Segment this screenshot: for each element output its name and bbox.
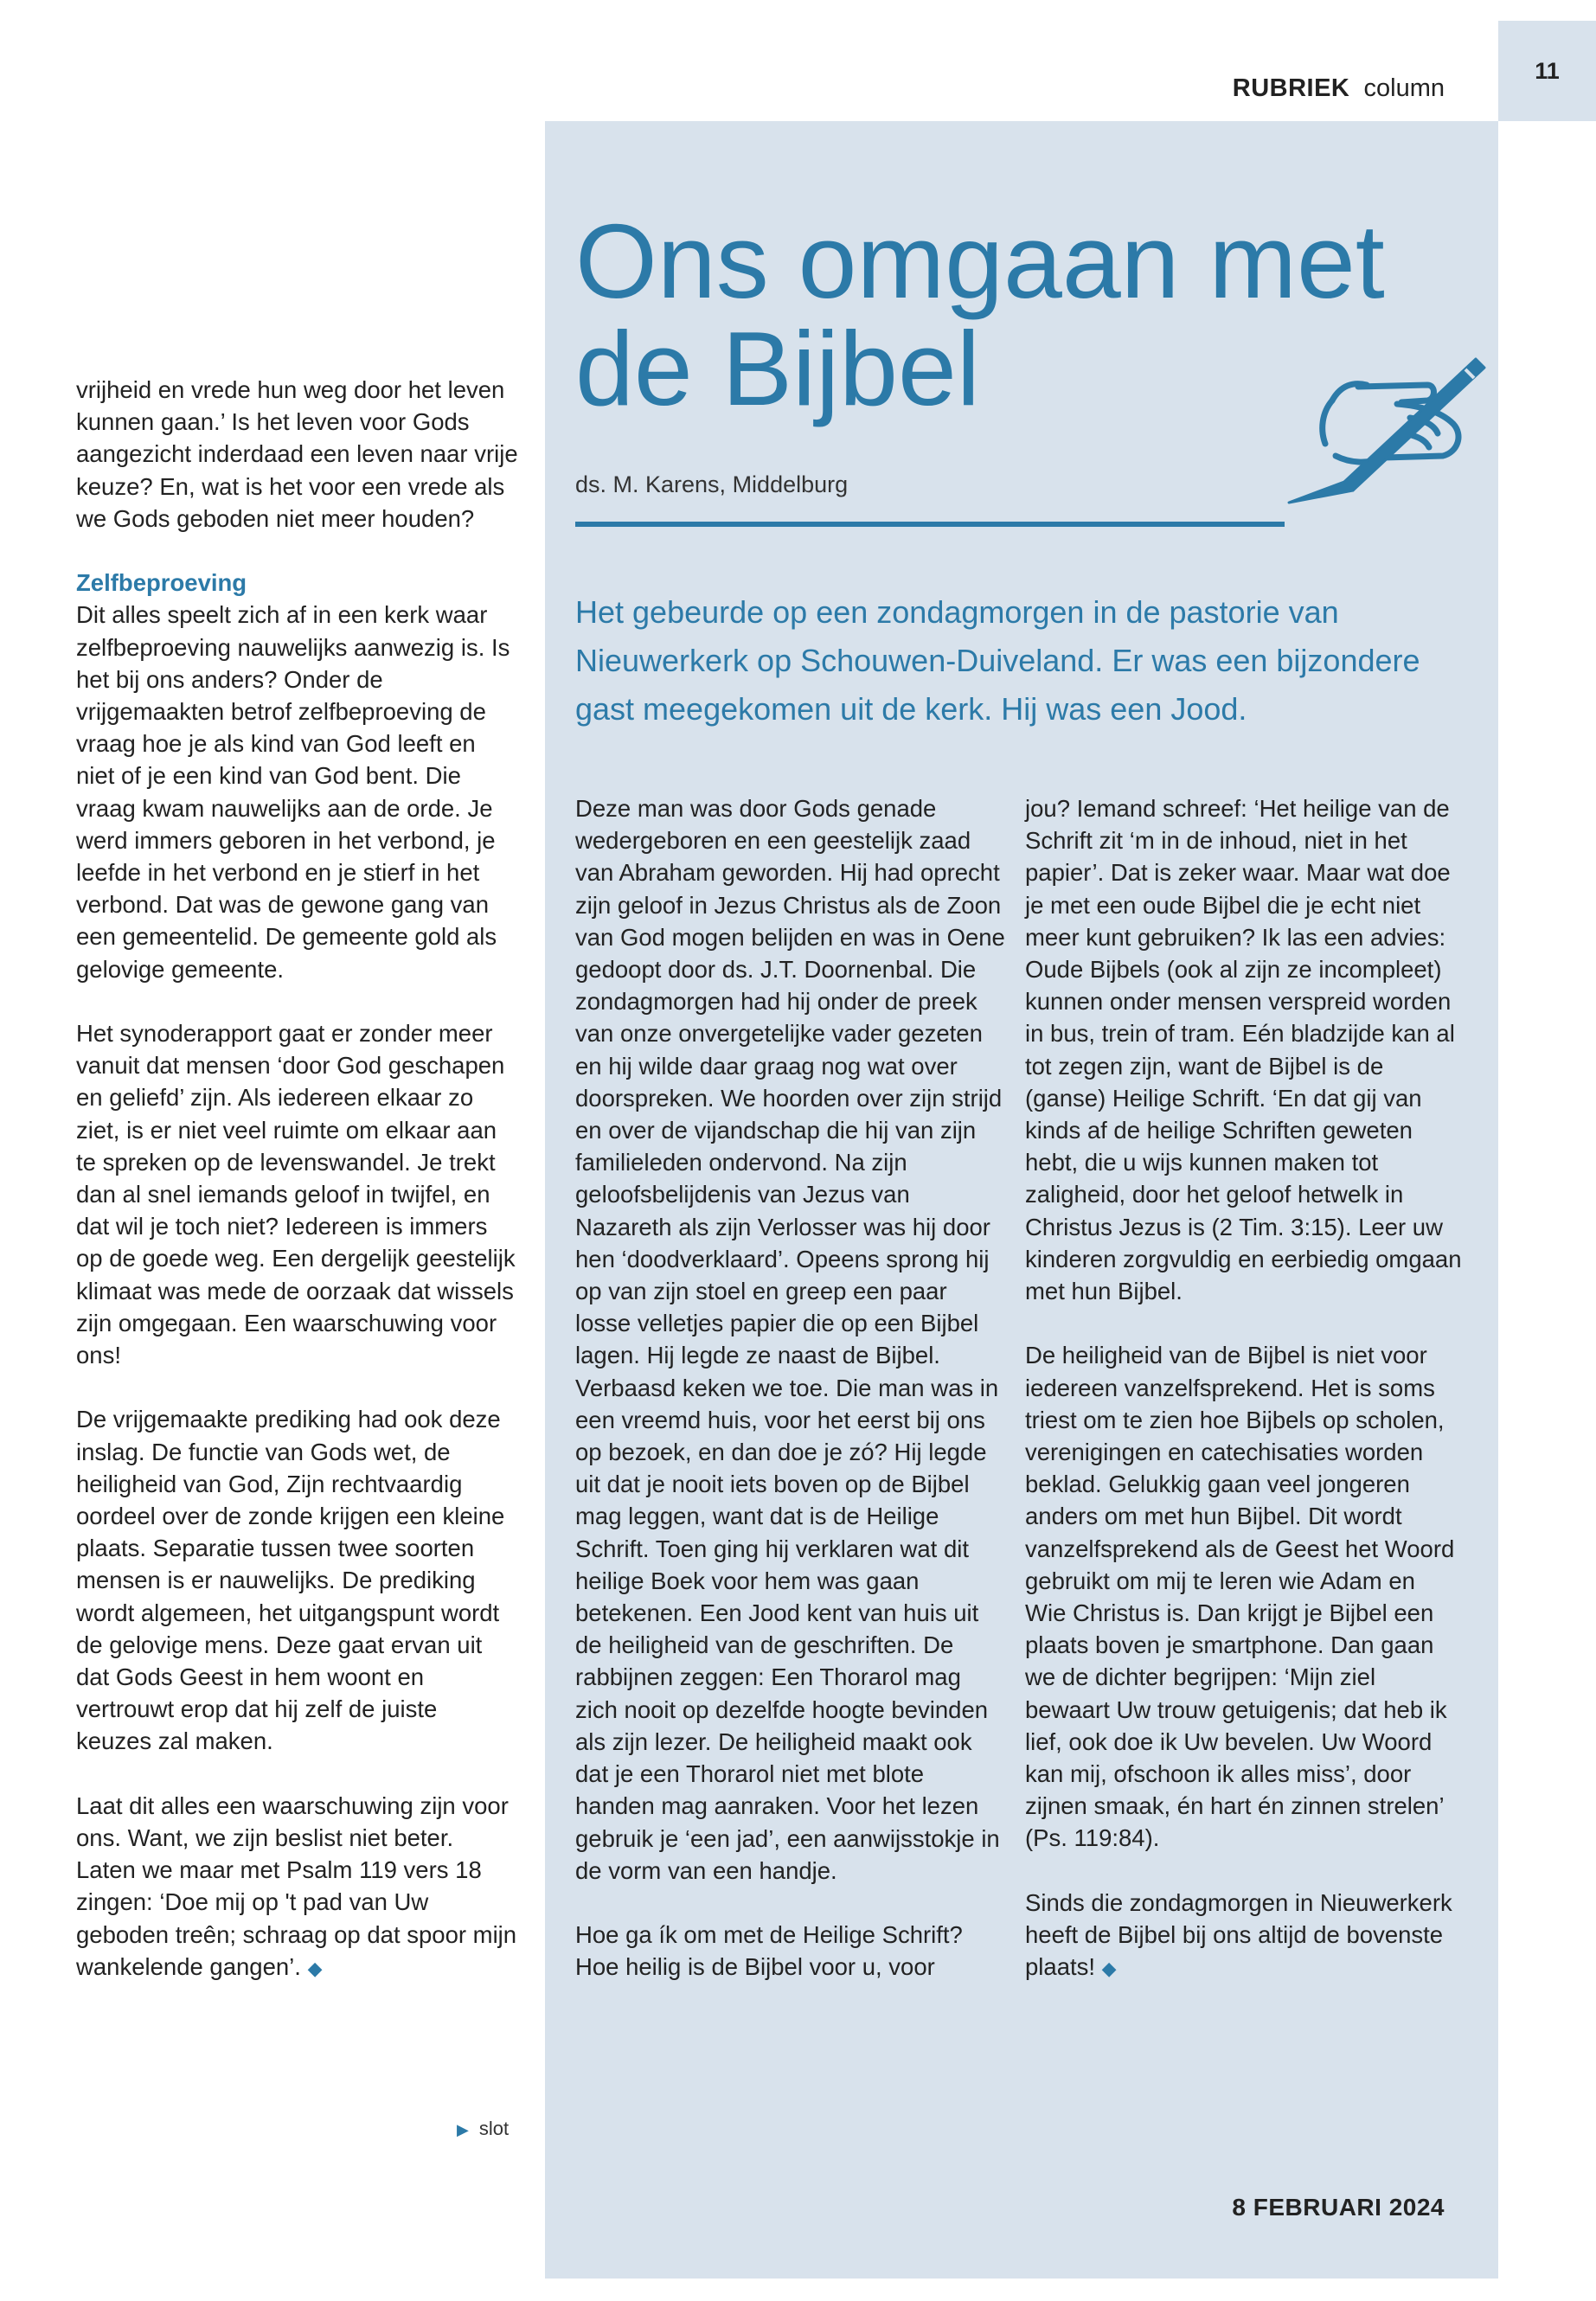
continuation-marker: [457, 2118, 509, 2140]
left-column: [76, 374, 519, 1984]
article-intro: Het gebeurde op een zondagmorgen in de pastorie van Nieuwerkerk op Schouwen-Duiveland. Er was een bijzondere gast meegekomen uit de kerk. Hij was een Jood.: [575, 594, 1420, 727]
page-number: 11: [1535, 57, 1560, 84]
left-paragraph-1: vrijheid en vrede hun weg door het leven kunnen gaan.’ Is het leven voor Gods aangezicht inderdaad een leven naar vrije keuze? En, wat is het voor een vrede als we Gods geboden niet meer houden?: [76, 376, 518, 532]
title-divider: [575, 522, 1285, 527]
left-paragraph-3: Het synoderapport gaat er zonder meer vanuit dat mensen ‘door God geschapen en geliefd’ zijn. Als iedereen elkaar zo ziet, is er niet veel ruimte om elkaar aan te spreken op de levenswandel. Je trekt dan al snel iemands geloof in twijfel, en dat wil je toch niet? Iedereen is immers op de goede weg. Een dergelijk geestelijk klimaat was mede de oorzaak dat wissels zijn omgegaan. Een waarschuwing voor ons!: [76, 1020, 516, 1369]
triangle-right-icon: ▶: [457, 2121, 469, 2138]
section-label: [1233, 74, 1445, 103]
right-paragraph-3-wrap: [1025, 1887, 1462, 1985]
right-paragraph-1: jou? Iemand schreef: ‘Het heilige van de Schrift zit ‘m in de inhoud, niet in het papier’. Dat is zeker waar. Maar wat doe je met een oude Bijbel die je echt niet meer kunt gebruiken? Ik las een advies: Oude Bijbels (ook al zijn ze incompleet) kunnen onder mensen verspreid worden in bus, trein of tram. Eén bladzijde kan al tot zegen zijn, want de Bijbel is de (ganse) Heilige Schrift. ‘En dat gij van kinds af de heilige Schriften geweten hebt, die u wijs kunnen maken tot zaligheid, door het geloof hetwelk in Christus Jezus is (2 Tim. 3:15). Leer uw kinderen zorgvuldig en eerbiedig omgaan met hun Bijbel.: [1025, 795, 1462, 1305]
right-column: [1025, 792, 1462, 1984]
left-paragraph-5: Laat dit alles een waarschuwing zijn voor ons. Want, we zijn beslist niet beter. Laten we maar met Psalm 119 vers 18 zingen: ‘Doe mij op 't pad van Uw geboden treên; schraag op dat spoor mijn wankelende gangen’.: [76, 1791, 517, 1980]
right-paragraph-3: Sinds die zondagmorgen in Nieuwerkerk heeft de Bijbel bij ons altijd de bovenste plaats!: [1025, 1888, 1452, 1981]
issue-date: 8 FEBRUARI 2024: [1232, 2194, 1445, 2221]
article-title: Ons omgaan met de Bijbel: [575, 202, 1385, 427]
section-label-light: column: [1363, 74, 1445, 102]
end-mark-icon: ◆: [1101, 1958, 1117, 1980]
middle-paragraph-1: Deze man was door Gods genade wedergeboren en een geestelijk zaad van Abraham geworden. Hij had oprecht zijn geloof in Jezus Christus als de Zoon van God mogen belijden en was in Oene gedoopt door ds. J.T. Doornenbal. Die zondagmorgen had hij onder de preek van onze onvergetelijke vader gezeten en hij wilde daar graag nog wat over doorspreken. We hoorden over zijn strijd en over de vijandschap die hij van zijn familieleden ondervond. Na zijn geloofsbelijdenis van Jezus van Nazareth als zijn Verlosser was hij door hen ‘doodverklaard’. Opeens sprong hij op van zijn stoel en greep een paar losse velletjes papier die op een Bijbel lagen. Hij legde ze naast de Bijbel. Verbaasd keken we toe. Die man was in een vreemd huis, voor het eerst bij ons op bezoek, en dan doe je zó? Hij legde uit dat je nooit iets boven op de Bijbel mag leggen, want dat is de Heilige Schrift. Toen ging hij verklaren wat dit heilige Boek voor hem was gaan betekenen. Een Jood kent van huis uit de heiligheid van de geschriften. De rabbijnen zeggen: Een Thorarol mag zich nooit op dezelfde hoogte bevinden als zijn lezer. De heiligheid maakt ook dat je een Thorarol niet met blote handen mag aanraken. Voor het lezen gebruik je ‘een jad’, een aanwijsstokje in de vorm van een handje.: [575, 795, 1005, 1884]
middle-paragraph-2: Hoe ga ík om met de Heilige Schrift? Hoe heilig is de Bijbel voor u, voor: [575, 1921, 963, 1981]
subheading-zelfbeproeving: Zelfbeproeving: [76, 569, 247, 597]
article-author: ds. M. Karens, Middelburg: [575, 471, 849, 497]
continuation-label: slot: [478, 2118, 510, 2139]
section-label-bold: RUBRIEK: [1232, 74, 1350, 102]
middle-column: [575, 792, 1008, 1984]
writing-hand-icon: [1280, 350, 1488, 506]
left-paragraph-2: Dit alles speelt zich af in een kerk waar zelfbeproeving nauwelijks aanwezig is. Is het bij ons anders? Onder de vrijgemaakten betrof zelfbeproeving de vraag hoe je als kind van God leeft en niet of je een kind van God bent. Die vraag kwam nauwelijks aan de orde. Je werd immers geboren in het verbond, je leefde in het verbond en je stierf in het verbond. Dat was de gewone gang van een gemeentelid. De gemeente gold als gelovige gemeente.: [76, 601, 510, 983]
left-paragraph-4: De vrijgemaakte prediking had ook deze inslag. De functie van Gods wet, de heiligheid van God, Zijn rechtvaardig oordeel over de zonde krijgen een kleine plaats. Separatie tussen twee soorten mensen is er nauwelijks. De prediking wordt algemeen, het uitgangspunt wordt de gelovige mens. Deze gaat ervan uit dat Gods Geest in hem woont en vertrouwt erop dat hij zelf de juiste keuzes zal maken.: [76, 1406, 505, 1755]
end-mark-icon: ◆: [307, 1957, 323, 1979]
left-section: [76, 567, 519, 985]
right-paragraph-2: De heiligheid van de Bijbel is niet voor iedereen vanzelfsprekend. Het is soms triest om te zien hoe Bijbels op scholen, verenigingen en catechisaties worden beklad. Gelukkig gaan veel jongeren anders om met hun Bijbel. Dit wordt vanzelfsprekend als de Geest het Woord gebruikt om mij te leren wie Adam en Wie Christus is. Dan krijgt je Bijbel een plaats boven je smartphone. Dan gaan we de dichter begrijpen: ‘Mijn ziel bewaart Uw trouw getuigenis; dat heb ik lief, ook doe ik Uw bevelen. Uw Woord kan mij, ofschoon ik alles miss’, door zijnen smaak, én hart én zinnen strelen’ (Ps. 119:84).: [1025, 1342, 1455, 1852]
page-number-tab: [1498, 21, 1596, 121]
left-paragraph-5-wrap: [76, 1790, 519, 1984]
